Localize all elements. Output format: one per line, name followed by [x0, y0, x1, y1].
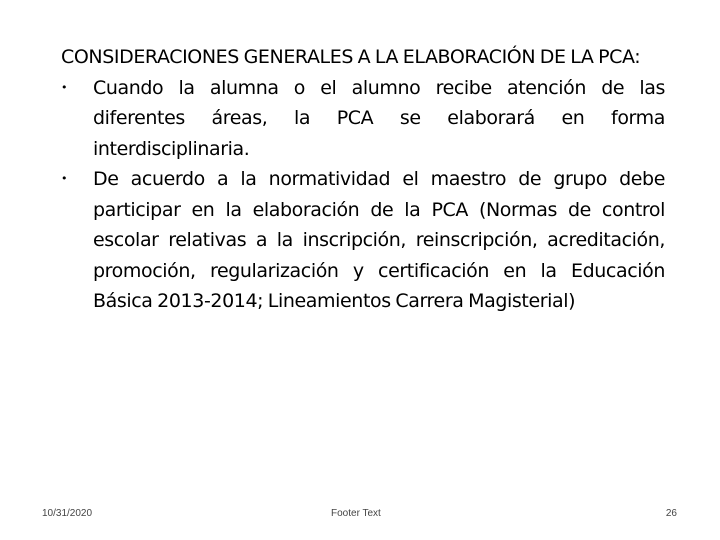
footer-page-number: 26 [665, 508, 677, 519]
bullet-item [61, 73, 665, 165]
footer-date: 10/31/2020 [42, 508, 93, 519]
footer-text: Footer Text [331, 508, 381, 519]
slide-body [61, 42, 665, 317]
bullet-icon: • [61, 172, 68, 185]
slide-heading: CONSIDERACIONES GENERALES A LA ELABORACIÓN DE LA PCA: [61, 46, 641, 68]
bullet-item [61, 164, 665, 317]
bullet-text: Cuando la alumna o el alumno recibe atención de las diferentes áreas, la PCA se elaborará en forma interdisciplinaria. [93, 76, 665, 160]
bullet-icon: • [61, 80, 68, 94]
bullet-list [61, 73, 665, 317]
bullet-text: De acuerdo a la normatividad el maestro de grupo debe participar en la elaboración de la PCA (Normas de control escolar relativas a la inscripción, reinscripción, acreditación, promoción, regularización y certificación en la Educación Básica 2013-2014; Lineamientos Carrera Magisterial) [93, 168, 665, 312]
